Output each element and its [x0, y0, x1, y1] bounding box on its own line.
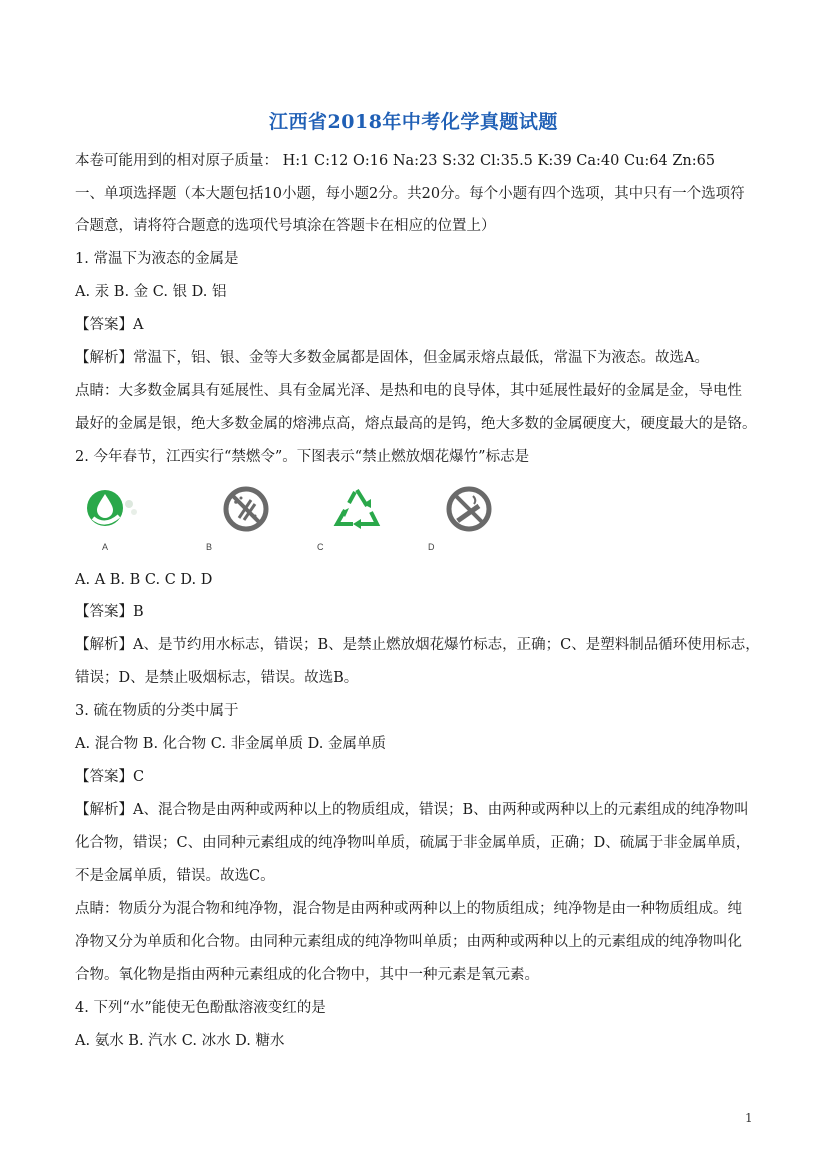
- answer-1: 【答案】A: [75, 317, 144, 333]
- page-number: 1: [745, 1111, 753, 1125]
- text-line: 合题意，请将符合题意的选项代号填涂在答题卡在相应的位置上）: [75, 218, 496, 234]
- no-fireworks-icon: [221, 484, 271, 534]
- analysis-3: 不是金属单质，错误。故选C。: [75, 868, 275, 884]
- note-1: 最好的金属是银，绝大多数金属的熔沸点高，熔点最高的是钨，绝大多数的金属硬度大，硬度最大的是铬。: [75, 416, 757, 432]
- figure-label-d: D: [428, 542, 435, 552]
- answer-3: 【答案】C: [75, 769, 145, 785]
- note-3: 点睛：物质分为混合物和纯净物，混合物是由两种或两种以上的物质组成；纯净物是由一种物质组成。纯: [75, 901, 742, 917]
- no-smoking-icon: [443, 484, 495, 534]
- options-2: A. A B. B C. C D. D: [75, 572, 213, 588]
- analysis-2: 错误；D、是禁止吸烟标志，错误。故选B。: [75, 670, 359, 686]
- figure-label-c: C: [317, 542, 324, 552]
- question-2: 2. 今年春节，江西实行“禁燃令”。下图表示“禁止燃放烟花爆竹”标志是: [75, 449, 530, 465]
- figure-label-a: A: [102, 542, 109, 552]
- question-3: 3. 硫在物质的分类中属于: [75, 703, 239, 719]
- recycle-icon: [331, 484, 383, 534]
- analysis-3: 化合物，错误；C、由同种元素组成的纯净物叫单质，硫属于非金属单质，正确；D、硫属于非金属单质，: [75, 835, 751, 851]
- note-3: 净物又分为单质和化合物。由同种元素组成的纯净物叫单质；由两种或两种以上的元素组成的纯净物叫化: [75, 934, 742, 950]
- page-title: 江西省2018年中考化学真题试题: [269, 111, 558, 133]
- figure-label-b: B: [206, 542, 213, 552]
- note-3: 合物。氧化物是指由两种元素组成的化合物中，其中一种元素是氧元素。: [75, 967, 539, 983]
- text-line: 一、单项选择题（本大题包括10小题，每小题2分。共20分。每个小题有四个选项，其中只有一个选项符: [75, 186, 745, 202]
- analysis-2: 【解析】A、是节约用水标志，错误；B、是禁止燃放烟花爆竹标志，正确；C、是塑料制品循环使用标志，: [75, 637, 760, 653]
- question-1: 1. 常温下为液态的金属是: [75, 251, 239, 267]
- options-1: A. 汞 B. 金 C. 银 D. 铝: [75, 284, 227, 300]
- options-3: A. 混合物 B. 化合物 C. 非金属单质 D. 金属单质: [75, 736, 387, 752]
- water-saving-icon: [83, 484, 139, 534]
- note-1: 点睛：大多数金属具有延展性、具有金属光泽、是热和电的良导体，其中延展性最好的金属是金，导电性: [75, 383, 742, 399]
- text-line: 本卷可能用到的相对原子质量： H:1 C:12 O:16 Na:23 S:32 Cl:35.5 K:39 Ca:40 Cu:64 Zn:65: [75, 153, 716, 169]
- question-4: 4. 下列“水”能使无色酚酞溶液变红的是: [75, 1000, 326, 1016]
- answer-2: 【答案】B: [75, 604, 144, 620]
- analysis-1: 【解析】常温下，铝、银、金等大多数金属都是固体，但金属汞熔点最低，常温下为液态。故选A。: [75, 350, 709, 366]
- sign-figure: [75, 484, 495, 554]
- options-4: A. 氨水 B. 汽水 C. 冰水 D. 糖水: [75, 1033, 285, 1049]
- analysis-3: 【解析】A、混合物是由两种或两种以上的物质组成，错误；B、由两种或两种以上的元素组成的纯净物叫: [75, 802, 749, 818]
